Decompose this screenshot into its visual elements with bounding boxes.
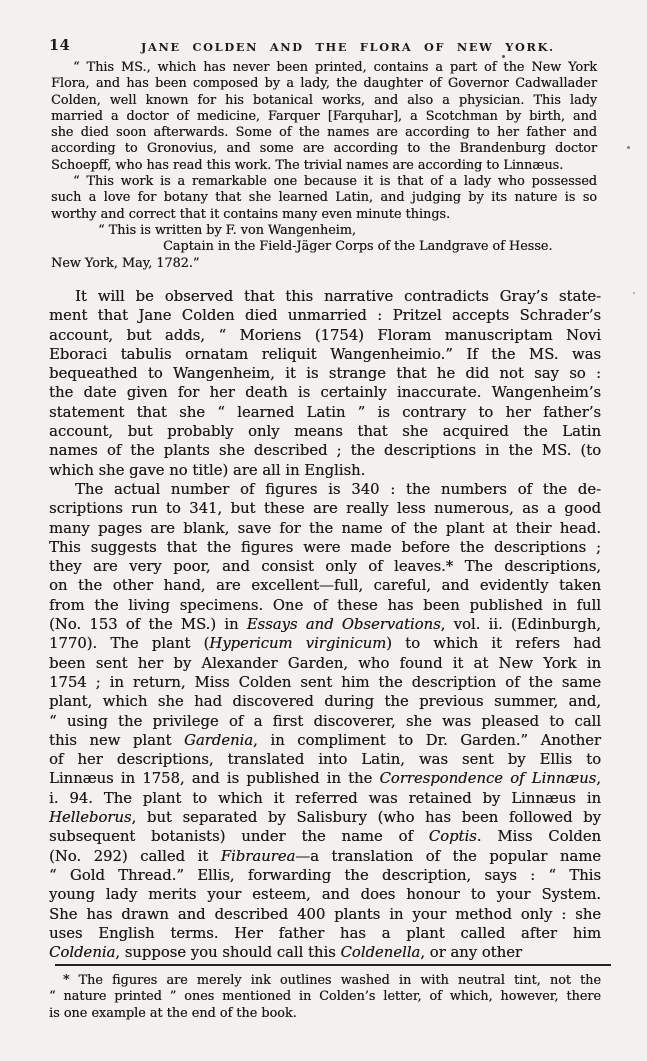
text-line: from the living specimens. One of these has been published in full bbox=[49, 596, 601, 614]
page-number: 14 bbox=[49, 37, 71, 54]
text-line: Captain in the Field-Jäger Corps of the Landgrave of Hesse. bbox=[163, 239, 553, 255]
text-line: It will be observed that this narrative contradicts Gray’s state- bbox=[75, 288, 601, 305]
text-line: “ This MS., which has never been printed, contains a part of the New York bbox=[73, 60, 597, 75]
text-line: Coldenia, suppose you should call this Coldenella, or any other bbox=[49, 944, 522, 962]
text-line: Linnæus in 1758, and is published in the Correspondence of Linnæus, bbox=[49, 770, 601, 788]
text-line: scriptions run to 341, but these are really less numerous, as a good bbox=[49, 500, 601, 518]
text-line: “ using the privilege of a first discoverer, she was pleased to call bbox=[49, 712, 601, 730]
text-line: ment that Jane Colden died unmarried : Pritzel accepts Schrader’s bbox=[49, 307, 601, 325]
text-line: names of the plants she described ; the descriptions in the MS. (to bbox=[49, 442, 601, 460]
page-header bbox=[49, 37, 612, 57]
text-line: plant, which she had discovered during the previous summer, and, bbox=[49, 693, 601, 711]
text-line: such a love for botany that she learned Latin, and judging by its nature is so bbox=[51, 190, 597, 206]
text-line: * The figures are merely ink outlines washed in with neutral tint, not the bbox=[63, 973, 601, 988]
text-line: she died soon afterwards. Some of the names are according to her father and bbox=[51, 125, 597, 141]
text-line: which she gave no title) are all in English. bbox=[49, 461, 366, 479]
running-title: JANE COLDEN AND THE FLORA OF NEW YORK. bbox=[141, 40, 555, 54]
text-line: account, but adds, “ Moriens (1754) Floram manuscriptam Novi bbox=[49, 326, 601, 344]
block-quote bbox=[51, 60, 597, 272]
text-line: “ Gold Thread.” Ellis, forwarding the description, says : “ This bbox=[49, 866, 601, 884]
text-line: of her descriptions, translated into Latin, was sent by Ellis to bbox=[49, 751, 601, 769]
text-line: is one example at the end of the book. bbox=[49, 1005, 297, 1021]
text-line: been sent her by Alexander Garden, who found it at New York in bbox=[49, 654, 601, 672]
text-line: New York, May, 1782.” bbox=[51, 255, 200, 271]
text-line: this new plant Gardenia, in compliment to Dr. Garden.” Another bbox=[49, 731, 601, 749]
text-line: they are very poor, and consist only of leaves.* The descriptions, bbox=[49, 558, 601, 576]
text-line: account, but probably only means that she acquired the Latin bbox=[49, 423, 601, 441]
text-line: (No. 292) called it Fibraurea—a translation of the popular name bbox=[49, 847, 601, 865]
signature-line-1 bbox=[51, 223, 597, 239]
footnote bbox=[49, 973, 601, 1022]
text-line: worthy and correct that it contains many even minute things. bbox=[51, 206, 451, 222]
text-line: married a doctor of medicine, Farquer [Farquhar], a Scotchman by birth, and bbox=[51, 108, 597, 124]
scan-speck bbox=[633, 292, 635, 294]
footnote-rule bbox=[55, 964, 611, 966]
text-line: Eboraci tabulis ornatam reliquit Wangenheimio.” If the MS. was bbox=[49, 345, 601, 363]
text-line: Flora, and has been composed by a lady, the daughter of Governor Cadwallader bbox=[51, 76, 597, 92]
scan-speck bbox=[502, 55, 505, 58]
text-line: This suggests that the figures were made before the descriptions ; bbox=[49, 538, 601, 556]
scan-speck bbox=[627, 146, 630, 149]
footnote-paragraph bbox=[49, 973, 601, 1022]
text-line: Schoepff, who has read this work. The trivial names are according to Linnæus. bbox=[51, 157, 564, 173]
text-line: Colden, well known for his botanical works, and also a physician. This lady bbox=[51, 92, 597, 108]
text-line: bequeathed to Wangenheim, it is strange that he did not say so : bbox=[49, 365, 601, 383]
text-line: Helleborus, but separated by Salisbury (who has been followed by bbox=[49, 809, 601, 827]
quote-paragraph-2 bbox=[51, 174, 597, 223]
quote-paragraph-1 bbox=[51, 60, 597, 174]
text-line: “ This is written by F. von Wangenheim, bbox=[98, 222, 356, 238]
body-paragraph-2 bbox=[49, 480, 601, 962]
text-line: i. 94. The plant to which it referred was retained by Linnæus in bbox=[49, 789, 601, 807]
text-line: “ This work is a remarkable one because it is that of a lady who possessed bbox=[73, 174, 597, 190]
text-line: many pages are blank, save for the name of the plant at their head. bbox=[49, 519, 601, 537]
text-line: (No. 153 of the MS.) in Essays and Observations, vol. ii. (Edinburgh, bbox=[49, 616, 601, 634]
text-line: according to Gronovius, and some are according to the Brandenburg doctor bbox=[51, 141, 597, 157]
text-line: subsequent botanists) under the name of Coptis. Miss Colden bbox=[49, 828, 601, 846]
text-line: 1770). The plant (Hypericum virginicum) to which it refers had bbox=[49, 635, 601, 653]
signature-line-2 bbox=[51, 239, 597, 255]
text-line: uses English terms. Her father has a plant called after him bbox=[49, 924, 601, 942]
text-line: young lady merits your esteem, and does honour to your System. bbox=[49, 886, 601, 904]
body-text bbox=[49, 287, 601, 962]
text-line: statement that she “ learned Latin ” is contrary to her father’s bbox=[49, 403, 601, 421]
text-line: 1754 ; in return, Miss Colden sent him the description of the same bbox=[49, 673, 601, 691]
signature-line-3 bbox=[51, 256, 597, 272]
text-line: the date given for her death is certainly inaccurate. Wangenheim’s bbox=[49, 384, 601, 402]
text-line: on the other hand, are excellent—full, careful, and evidently taken bbox=[49, 577, 601, 595]
body-paragraph-1 bbox=[49, 287, 601, 480]
text-line: “ nature printed ” ones mentioned in Colden’s letter, of which, however, there bbox=[49, 989, 601, 1005]
text-line: The actual number of figures is 340 : the numbers of the de- bbox=[75, 480, 601, 498]
text-line: She has drawn and described 400 plants in your method only : she bbox=[49, 905, 601, 923]
